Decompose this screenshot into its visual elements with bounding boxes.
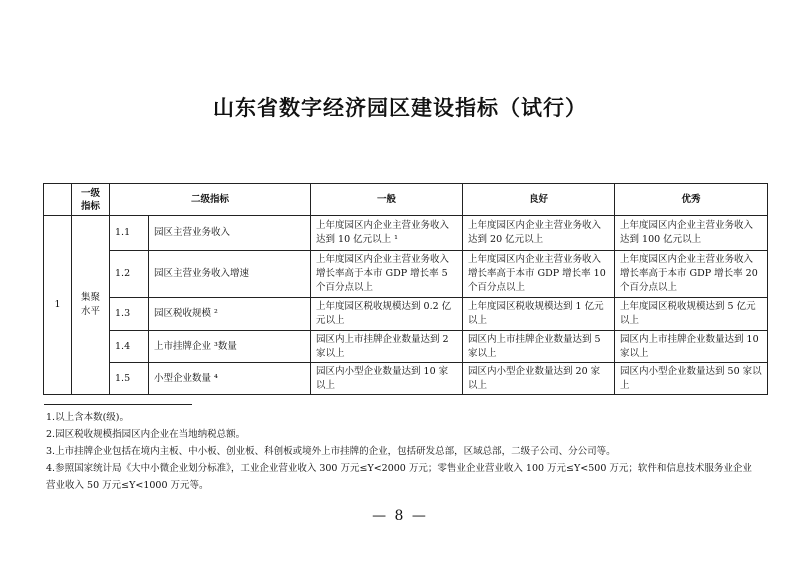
row-id: 1.3 — [110, 298, 149, 331]
table-row — [44, 251, 768, 298]
row-good: 园区内上市挂牌企业数量达到 5 家以上 — [463, 331, 615, 363]
header-blank — [44, 184, 72, 216]
row-general: 上年度园区内企业主营业务收入达到 10 亿元以上 ¹ — [311, 216, 463, 251]
row-good: 上年度园区内企业主营业务收入达到 20 亿元以上 — [463, 216, 615, 251]
header-good: 良好 — [463, 184, 615, 216]
document-title: 山东省数字经济园区建设指标（试行） — [213, 95, 587, 120]
table-row — [44, 363, 768, 395]
row-excellent: 园区内上市挂牌企业数量达到 10 家以上 — [615, 331, 768, 363]
group-number: 1 — [44, 216, 72, 395]
row-general: 上年度园区内企业主营业务收入增长率高于本市 GDP 增长率 5 个百分点以上 — [311, 251, 463, 298]
row-indicator: 园区主营业务收入 — [149, 216, 311, 251]
row-id: 1.5 — [110, 363, 149, 395]
table-row — [44, 216, 768, 251]
header-excellent: 优秀 — [615, 184, 768, 216]
row-excellent: 园区内小型企业数量达到 50 家以上 — [615, 363, 768, 395]
row-excellent: 上年度园区内企业主营业务收入达到 100 亿元以上 — [615, 216, 768, 251]
row-indicator: 园区主营业务收入增速 — [149, 251, 311, 298]
row-id: 1.4 — [110, 331, 149, 363]
indicator-table — [43, 183, 768, 395]
page-number: — 8 — — [372, 508, 428, 524]
group-name: 集聚 水平 — [72, 216, 110, 395]
footnote-4: 4.参照国家统计局《大中小微企业划分标准》，工业企业营业收入 300 万元≤Y<2000 万元；零售业企业营业收入 100 万元≤Y<500 万元；软件和信息技术服务业企业营业收入 50 万元≤Y<1000 万元等。 — [46, 463, 752, 491]
row-indicator: 上市挂牌企业 ³数量 — [149, 331, 311, 363]
footnote-3: 3.上市挂牌企业包括在境内主板、中小板、创业板、科创板或境外上市挂牌的企业，包括研发总部，区域总部，二级子公司、分公司等。 — [46, 446, 616, 457]
row-excellent: 上年度园区内企业主营业务收入增长率高于本市 GDP 增长率 20 个百分点以上 — [615, 251, 768, 298]
footnote-1: 1.以上含本数(级)。 — [46, 412, 129, 423]
footnote-divider — [44, 404, 192, 405]
row-general: 上年度园区税收规模达到 0.2 亿元以上 — [311, 298, 463, 331]
row-excellent: 上年度园区税收规模达到 5 亿元以上 — [615, 298, 768, 331]
header-row — [44, 184, 768, 216]
row-id: 1.1 — [110, 216, 149, 251]
row-indicator: 园区税收规模 ² — [149, 298, 311, 331]
header-general: 一般 — [311, 184, 463, 216]
row-good: 园区内小型企业数量达到 20 家以上 — [463, 363, 615, 395]
table-row — [44, 298, 768, 331]
row-indicator: 小型企业数量 ⁴ — [149, 363, 311, 395]
row-general: 园区内小型企业数量达到 10 家以上 — [311, 363, 463, 395]
table-row — [44, 331, 768, 363]
header-level1: 一级 指标 — [72, 184, 110, 216]
row-good: 上年度园区内企业主营业务收入增长率高于本市 GDP 增长率 10 个百分点以上 — [463, 251, 615, 298]
row-good: 上年度园区税收规模达到 1 亿元以上 — [463, 298, 615, 331]
header-level2: 二级指标 — [110, 184, 311, 216]
row-general: 园区内上市挂牌企业数量达到 2 家以上 — [311, 331, 463, 363]
footnote-2: 2.园区税收规模指园区内企业在当地纳税总额。 — [46, 429, 246, 440]
row-id: 1.2 — [110, 251, 149, 298]
footnotes — [46, 409, 758, 494]
